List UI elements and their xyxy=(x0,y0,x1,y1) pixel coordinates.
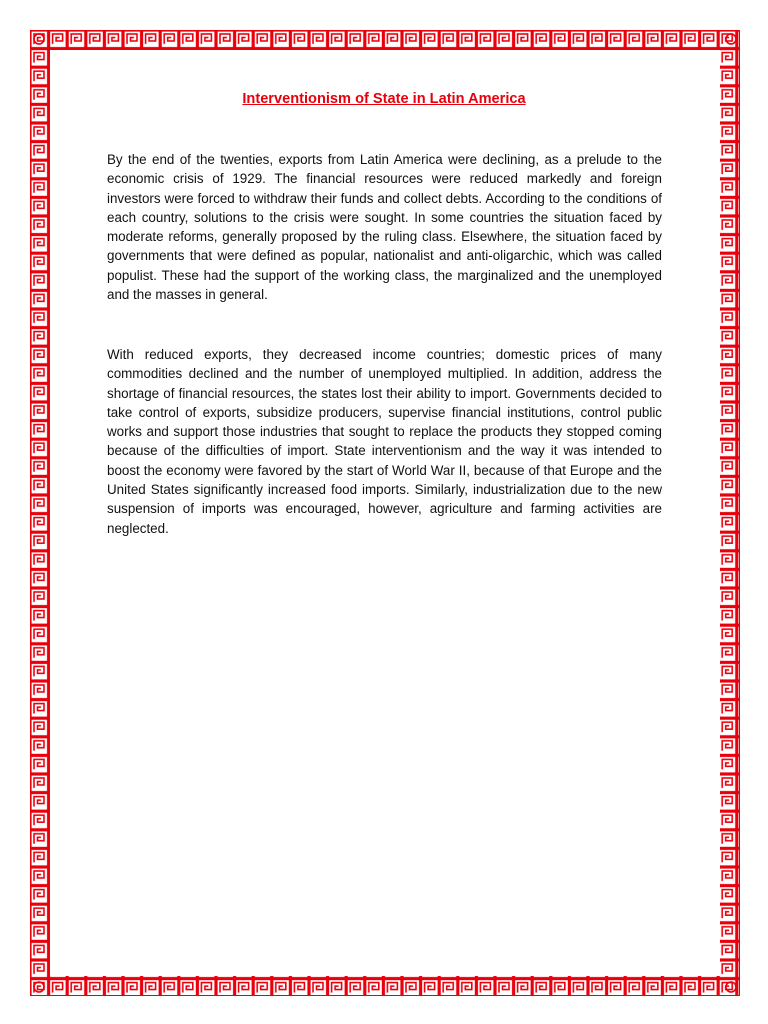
page-content xyxy=(50,50,718,972)
paragraph-1: By the end of the twenties, exports from Latin America were declining, as a prelude to the economic crisis of 1929. The financial resources were reduced markedly and foreign investors were forced to withdraw their funds and collect debts. According to the conditions of each country, solutions to the crisis were sought. In some countries the situation faced by moderate reforms, generally proposed by the ruling class. Elsewhere, the situation faced by governments that were defined as popular, nationalist and anti-oligarchic, which was called populist. These had the support of the working class, the marginalized and the unemployed and the masses in general. xyxy=(107,152,662,303)
paragraph-2: With reduced exports, they decreased income countries; domestic prices of many commodities declined and the number of unemployed multiplied. In addition, address the shortage of financial resources, the states lost their ability to import. Governments decided to take control of exports, subsidize producers, supervise financial institutions, control public works and support those industries that sought to replace the products they stopped coming because of the difficulties of import. State interventionism and the way it was intended to boost the economy were favored by the start of World War II, because of that Europe and the United States significantly increased food imports. Similarly, industrialization due to the new suspension of imports was encouraged, however, agriculture and farming activities are neglected. xyxy=(107,347,662,536)
document-title: Interventionism of State in Latin America xyxy=(242,91,526,107)
